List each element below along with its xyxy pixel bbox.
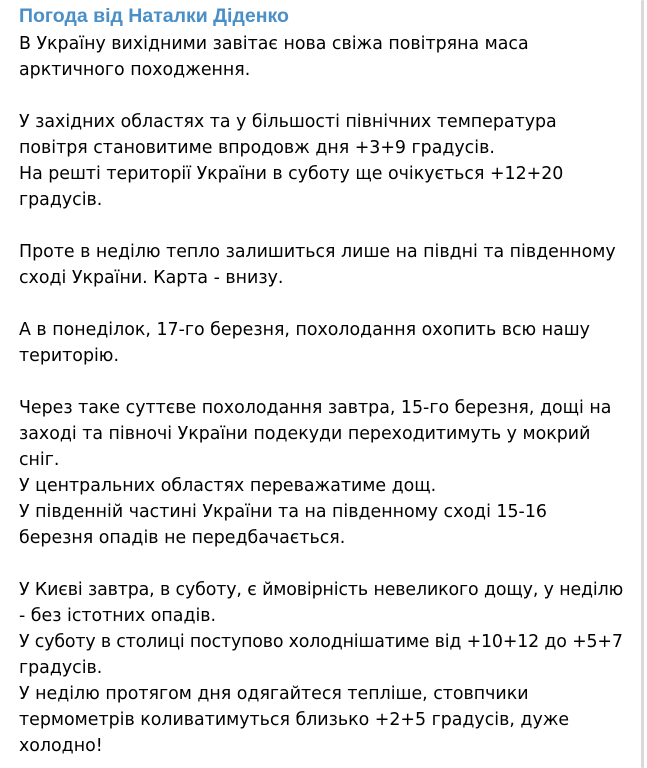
message-line: градусів. bbox=[19, 658, 103, 678]
message-line bbox=[19, 213, 623, 239]
message-line: територію. bbox=[19, 346, 119, 366]
message-line bbox=[19, 551, 623, 577]
message-line: У Києві завтра, в суботу, є ймовірність невеликого дощу, у неділю bbox=[19, 580, 624, 600]
message-line: термометрів коливатимуться близько +2+5 градусів, дуже bbox=[19, 710, 570, 730]
message-line: арктичного походження. bbox=[19, 60, 251, 80]
message-line: сході України. Карта - внизу. bbox=[19, 268, 284, 288]
message-line: Через таке суттєве похолодання завтра, 15-го березня, дощі на bbox=[19, 398, 612, 418]
scrollbar-thumb[interactable] bbox=[641, 0, 644, 768]
message-line: Проте в неділю тепло залишиться лише на півдні та південному bbox=[19, 242, 616, 262]
message-line bbox=[19, 369, 623, 395]
message-line bbox=[19, 291, 623, 317]
message-line: холодно! bbox=[19, 736, 103, 756]
message-line: березня опадів не передбачається. bbox=[19, 528, 346, 548]
message-line: повітря становитиме впродовж дня +3+9 градусів. bbox=[19, 138, 495, 158]
message-line: У південній частині України та на південному сході 15-16 bbox=[19, 502, 547, 522]
message-line: А в понеділок, 17-го березня, похолодання охопить всю нашу bbox=[19, 320, 590, 340]
message-line: У центральних областях переважатиме дощ. bbox=[19, 476, 437, 496]
message-line: - без істотних опадів. bbox=[19, 606, 217, 626]
message-line bbox=[19, 83, 623, 109]
message-text bbox=[19, 31, 623, 759]
scrollbar[interactable] bbox=[637, 0, 647, 768]
message-line: У західних областях та у більшості північних температура bbox=[19, 112, 557, 132]
message-line: заході та півночі України подекуди переходитимуть у мокрий bbox=[19, 424, 591, 444]
sender-name[interactable]: Погода від Наталки Діденко bbox=[19, 5, 289, 27]
message-line: сніг. bbox=[19, 450, 60, 470]
message-line: У неділю протягом дня одягайтеся тепліше, стовпчики bbox=[19, 684, 529, 704]
message-line: На решті території України в суботу ще очікується +12+20 bbox=[19, 164, 564, 184]
message-line: В Україну вихідними завітає нова свіжа повітряна маса bbox=[19, 34, 529, 54]
message-line: У суботу в столиці поступово холоднішатиме від +10+12 до +5+7 bbox=[19, 632, 623, 652]
message-line: градусів. bbox=[19, 190, 103, 210]
